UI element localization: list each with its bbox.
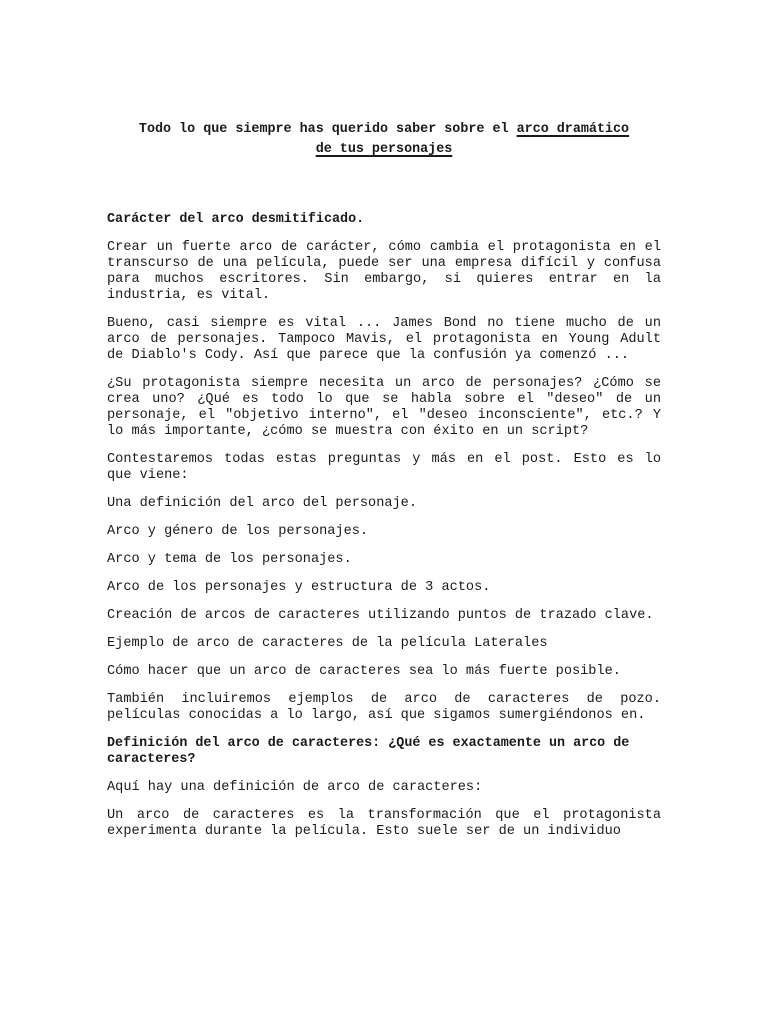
list-item: Una definición del arco del personaje. (107, 496, 417, 511)
title-link-personajes[interactable]: de tus personajes (315, 142, 453, 157)
paragraph: Contestaremos todas estas preguntas y más en el post. Esto es lo que viene: (107, 452, 661, 483)
paragraph: Aquí hay una definición de arco de caracteres: (107, 780, 483, 795)
paragraph: ¿Su protagonista siempre necesita un arco de personajes? ¿Cómo se crea uno? ¿Qué es todo lo que se habla sobre el "deseo" de un personaje, el "objetivo interno", el "deseo inconsciente", etc.? Y lo más importante, ¿cómo se muestra con éxito en un script? (107, 376, 661, 439)
paragraph: También incluiremos ejemplos de arco de caracteres de pozo. películas conocidas a lo largo, así que sigamos sumergiéndonos en. (107, 692, 661, 723)
title-text: Todo lo que siempre has querido saber sobre el (138, 122, 517, 137)
list-item: Arco de los personajes y estructura de 3 actos. (107, 580, 491, 595)
paragraph: Bueno, casi siempre es vital ... James Bond no tiene mucho de un arco de personajes. Tampoco Mavis, el protagonista en Young Adult de Diablo's Cody. Así que parece que la confusión ya comenzó ... (107, 316, 661, 363)
document-page (107, 120, 661, 840)
paragraph: Un arco de caracteres es la transformación que el protagonista experimenta durante la película. Esto suele ser de un individuo (107, 808, 661, 839)
list-item: Cómo hacer que un arco de caracteres sea lo más fuerte posible. (107, 664, 621, 679)
list-item: Ejemplo de arco de caracteres de la película Laterales (107, 636, 548, 651)
list-item: Arco y género de los personajes. (107, 524, 369, 539)
title-link-arco-dramatico[interactable]: arco dramático (516, 122, 630, 137)
paragraph: Crear un fuerte arco de carácter, cómo cambia el protagonista en el transcurso de una película, puede ser una empresa difícil y confusa para muchos escritores. Sin embargo, si quieres entrar en la industria, es vital. (107, 240, 661, 303)
section-heading-definicion: Definición del arco de caracteres: ¿Qué es exactamente un arco de caracteres? (107, 736, 630, 767)
document-title (107, 120, 661, 160)
list-item: Creación de arcos de caracteres utilizando puntos de trazado clave. (107, 608, 654, 623)
section-heading-arco-desmitificado: Carácter del arco desmitificado. (107, 212, 365, 227)
list-item: Arco y tema de los personajes. (107, 552, 352, 567)
